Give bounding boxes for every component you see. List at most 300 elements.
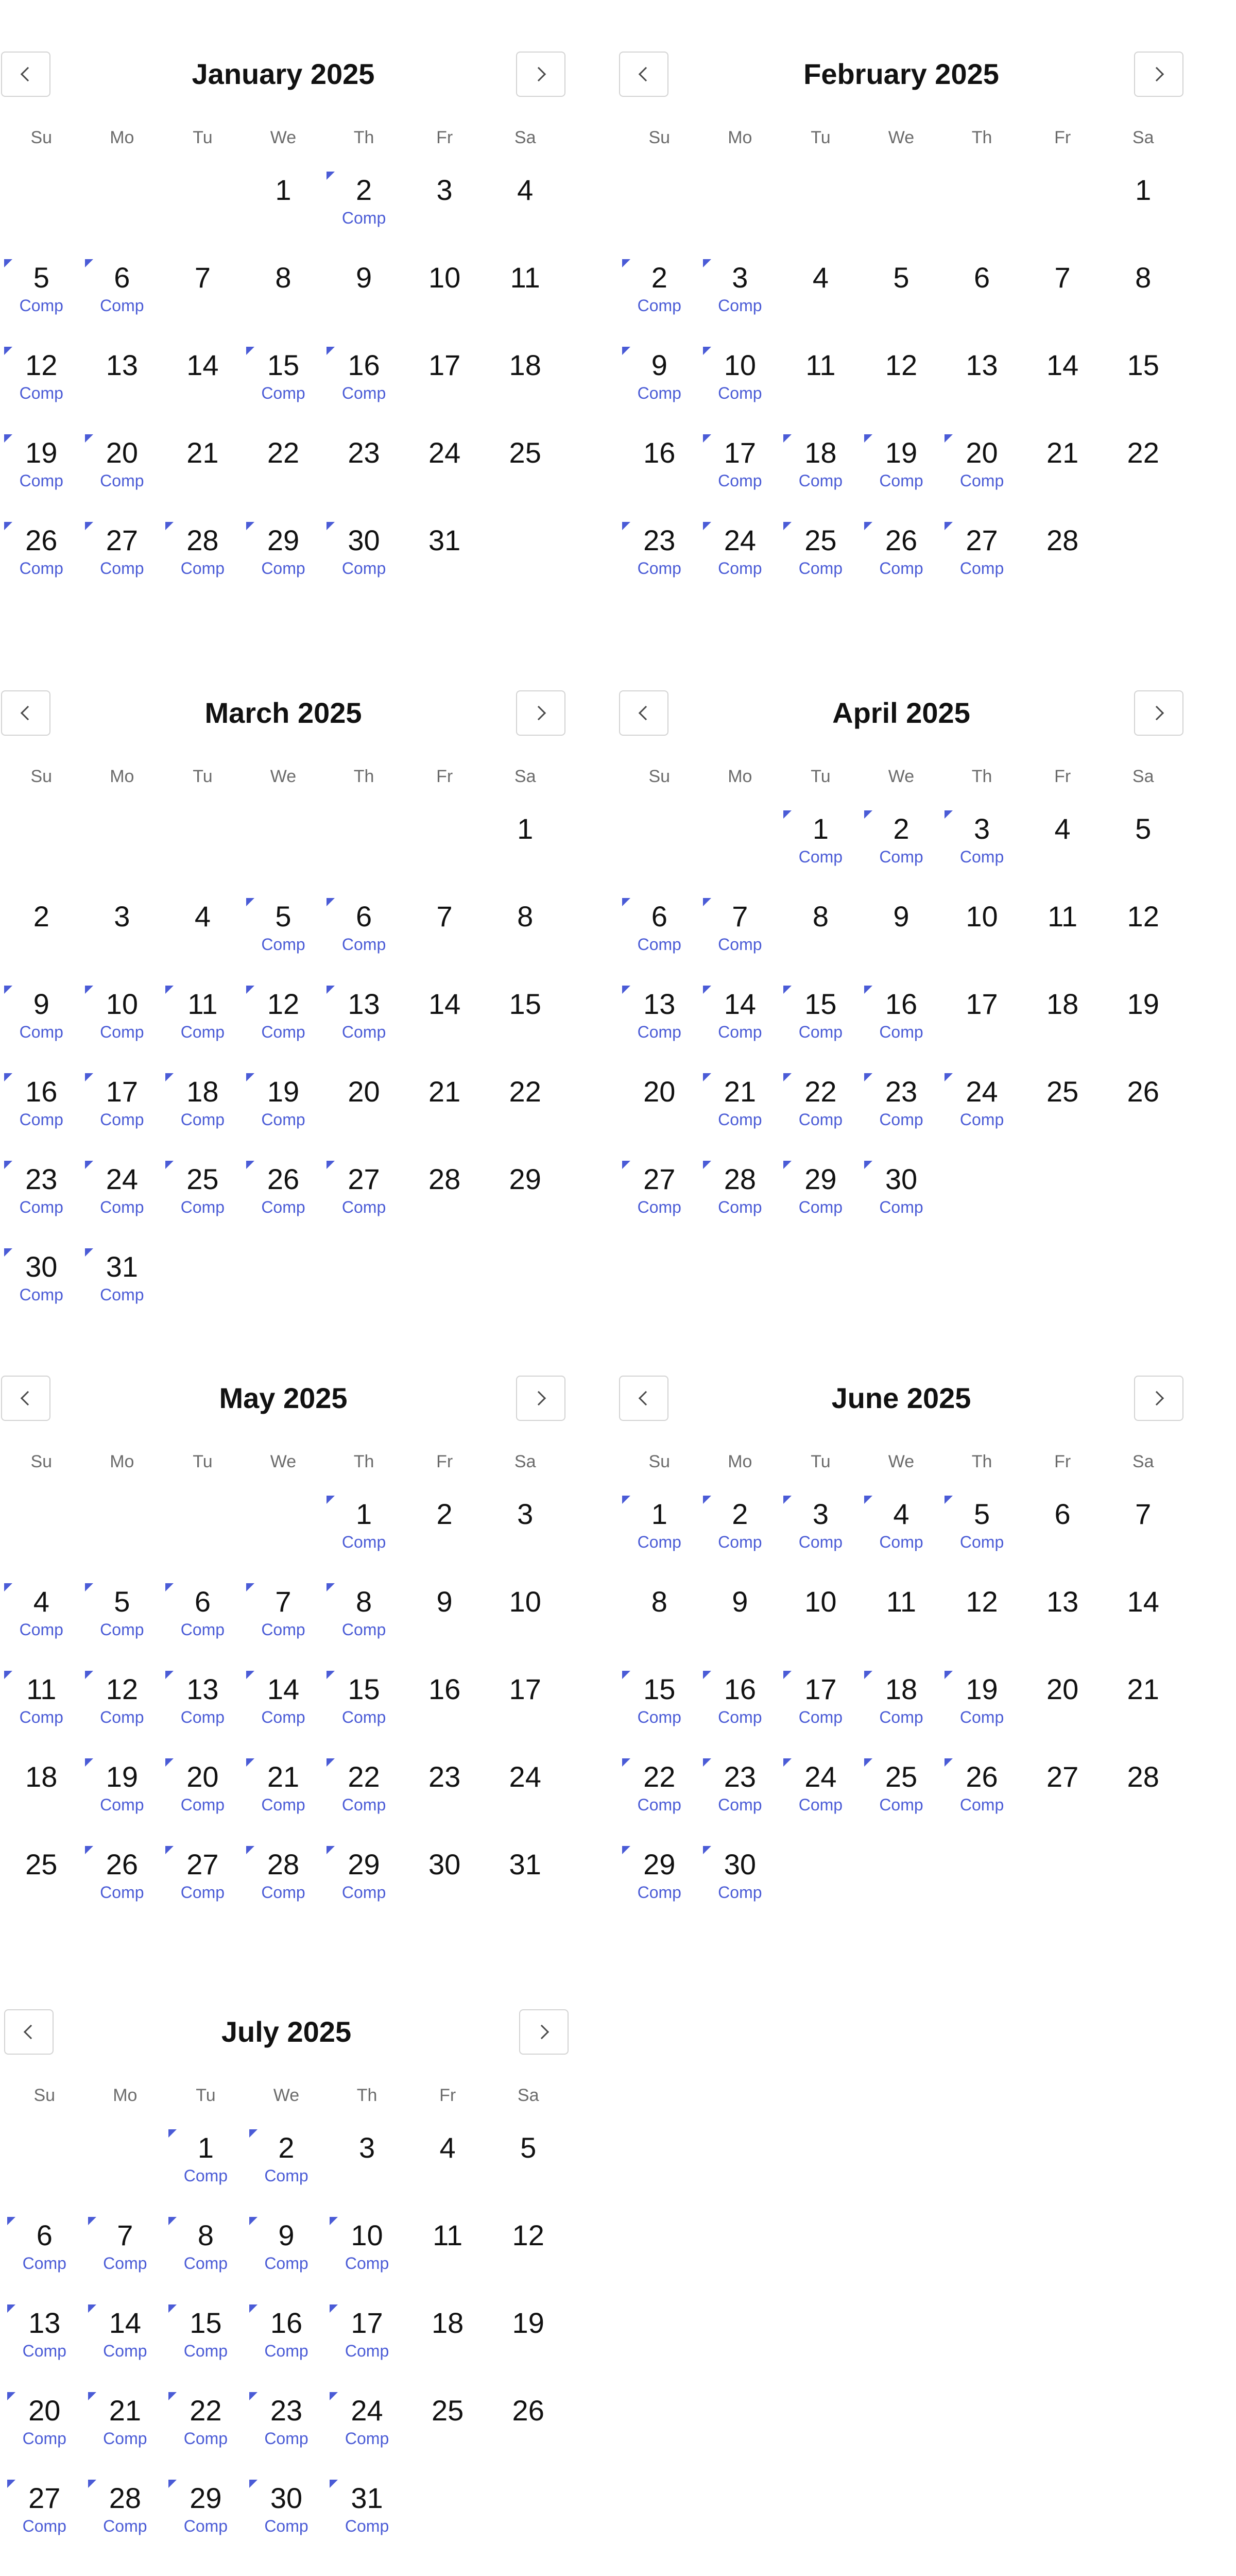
day-cell[interactable]	[861, 1486, 942, 1574]
day-cell[interactable]	[327, 2120, 407, 2208]
day-cell[interactable]	[700, 1749, 781, 1837]
day-cell[interactable]	[1103, 1662, 1183, 1749]
day-cell[interactable]	[4, 2470, 85, 2558]
prev-month-button[interactable]	[619, 690, 668, 736]
day-cell[interactable]	[861, 250, 942, 337]
comp-label: Comp	[341, 209, 386, 227]
day-cell[interactable]	[1, 976, 82, 1064]
next-month-button[interactable]	[516, 52, 565, 97]
day-cell[interactable]	[407, 2208, 488, 2295]
comp-label: Comp	[22, 2342, 66, 2360]
weekday-label: Fr	[1054, 1452, 1071, 1471]
day-cell[interactable]	[323, 425, 404, 513]
day-cell[interactable]	[1022, 1749, 1103, 1837]
day-cell[interactable]	[404, 1486, 485, 1574]
day-cell[interactable]	[246, 2470, 327, 2558]
day-cell[interactable]	[619, 513, 700, 600]
flag-corner-icon	[622, 1846, 630, 1854]
day-number: 11	[433, 2219, 463, 2251]
day-cell[interactable]	[82, 1574, 163, 1662]
day-cell[interactable]	[1103, 1749, 1183, 1837]
day-cell[interactable]	[323, 1662, 404, 1749]
day-cell[interactable]	[404, 1574, 485, 1662]
day-cell[interactable]	[404, 425, 485, 513]
day-cell[interactable]	[1, 513, 82, 600]
day-cell[interactable]	[165, 2383, 246, 2470]
day-number: 3	[436, 174, 453, 206]
comp-label: Comp	[879, 1110, 923, 1129]
day-cell[interactable]	[246, 2383, 327, 2470]
day-cell[interactable]	[485, 162, 565, 250]
day-cell[interactable]	[780, 513, 861, 600]
day-cell[interactable]	[4, 2208, 85, 2295]
day-cell[interactable]	[700, 889, 781, 976]
day-cell[interactable]	[1022, 1064, 1103, 1151]
day-cell[interactable]	[1022, 425, 1103, 513]
day-cell[interactable]	[780, 1574, 861, 1662]
day-number: 8	[197, 2219, 214, 2251]
comp-label: Comp	[19, 1198, 63, 1216]
day-cell[interactable]	[485, 1151, 565, 1239]
day-number: 25	[804, 524, 837, 556]
day-cell[interactable]	[780, 1749, 861, 1837]
day-cell[interactable]	[485, 1837, 565, 1924]
day-cell[interactable]	[941, 1486, 1022, 1574]
day-cell[interactable]	[1022, 1486, 1103, 1574]
day-cell[interactable]	[861, 1151, 942, 1239]
day-cell[interactable]	[861, 337, 942, 425]
day-cell[interactable]	[1103, 162, 1183, 250]
day-cell[interactable]	[780, 425, 861, 513]
flag-corner-icon	[783, 810, 792, 819]
day-cell[interactable]	[941, 250, 1022, 337]
day-cell[interactable]	[1022, 889, 1103, 976]
day-cell[interactable]	[485, 1662, 565, 1749]
day-cell[interactable]	[327, 2383, 407, 2470]
flag-corner-icon	[330, 2304, 338, 2313]
day-cell[interactable]	[619, 976, 700, 1064]
day-cell[interactable]	[861, 1064, 942, 1151]
day-cell[interactable]	[162, 1662, 243, 1749]
day-cell[interactable]	[243, 1749, 324, 1837]
day-cell[interactable]	[861, 1574, 942, 1662]
day-number: 4	[893, 1498, 909, 1530]
day-cell[interactable]	[162, 337, 243, 425]
day-cell[interactable]	[4, 2295, 85, 2383]
day-cell[interactable]	[619, 250, 700, 337]
day-cell[interactable]	[165, 2470, 246, 2558]
day-cell[interactable]	[4, 2383, 85, 2470]
day-cell[interactable]	[243, 513, 324, 600]
day-cell[interactable]	[488, 2120, 569, 2208]
weekday-label: Sa	[517, 2086, 539, 2105]
day-cell[interactable]	[941, 1662, 1022, 1749]
day-cell[interactable]	[941, 337, 1022, 425]
day-cell[interactable]	[619, 1662, 700, 1749]
day-cell[interactable]	[243, 1837, 324, 1924]
day-cell[interactable]	[1, 1837, 82, 1924]
day-cell[interactable]	[485, 976, 565, 1064]
day-number: 30	[270, 2482, 303, 2514]
day-cell[interactable]	[780, 801, 861, 889]
prev-month-button[interactable]	[1, 1376, 50, 1421]
day-cell[interactable]	[162, 425, 243, 513]
day-number: 22	[643, 1760, 676, 1793]
day-cell[interactable]	[780, 976, 861, 1064]
day-cell[interactable]	[941, 1064, 1022, 1151]
day-number: 4	[1054, 812, 1071, 845]
next-month-button[interactable]	[516, 1376, 565, 1421]
prev-month-button[interactable]	[1, 690, 50, 736]
day-cell[interactable]	[861, 1749, 942, 1837]
day-cell[interactable]	[700, 1151, 781, 1239]
day-cell[interactable]	[941, 801, 1022, 889]
comp-label: Comp	[798, 471, 843, 490]
day-cell[interactable]	[162, 1749, 243, 1837]
prev-month-button[interactable]	[619, 1376, 668, 1421]
day-cell[interactable]	[323, 162, 404, 250]
day-cell[interactable]	[162, 976, 243, 1064]
day-number: 24	[509, 1760, 541, 1793]
day-cell[interactable]	[700, 976, 781, 1064]
day-cell[interactable]	[323, 1749, 404, 1837]
day-cell[interactable]	[404, 1151, 485, 1239]
day-cell[interactable]	[404, 513, 485, 600]
day-number: 18	[804, 436, 837, 469]
day-cell[interactable]	[700, 337, 781, 425]
day-cell[interactable]	[162, 250, 243, 337]
day-cell[interactable]	[488, 2383, 569, 2470]
day-cell[interactable]	[82, 425, 163, 513]
day-number: 7	[732, 900, 748, 933]
day-cell[interactable]	[619, 1837, 700, 1924]
day-cell[interactable]	[162, 1837, 243, 1924]
day-cell[interactable]	[404, 1837, 485, 1924]
day-cell[interactable]	[243, 1662, 324, 1749]
day-cell[interactable]	[404, 976, 485, 1064]
prev-month-button[interactable]	[619, 52, 668, 97]
day-cell[interactable]	[485, 1574, 565, 1662]
day-cell[interactable]	[165, 2120, 246, 2208]
day-cell[interactable]	[485, 337, 565, 425]
day-number: 16	[270, 2307, 303, 2339]
flag-corner-icon	[168, 2392, 177, 2400]
day-number: 11	[886, 1585, 917, 1618]
next-month-button[interactable]	[516, 690, 565, 736]
day-cell[interactable]	[485, 250, 565, 337]
day-cell[interactable]	[1, 1064, 82, 1151]
day-cell[interactable]	[246, 2120, 327, 2208]
day-cell[interactable]	[82, 1837, 163, 1924]
day-cell[interactable]	[1022, 250, 1103, 337]
day-cell[interactable]	[404, 250, 485, 337]
day-cell[interactable]	[861, 976, 942, 1064]
day-number: 6	[973, 261, 990, 294]
day-cell[interactable]	[1103, 250, 1183, 337]
day-number: 23	[643, 524, 676, 556]
day-cell[interactable]	[85, 2383, 166, 2470]
day-number: 10	[509, 1585, 541, 1618]
day-cell[interactable]	[1, 1574, 82, 1662]
day-cell[interactable]	[700, 1574, 781, 1662]
day-number: 13	[348, 988, 380, 1020]
day-cell[interactable]	[323, 1486, 404, 1574]
day-cell[interactable]	[1, 1239, 82, 1327]
day-cell[interactable]	[485, 425, 565, 513]
day-cell[interactable]	[82, 1239, 163, 1327]
day-cell[interactable]	[82, 1662, 163, 1749]
day-cell[interactable]	[1103, 425, 1183, 513]
day-cell[interactable]	[243, 1151, 324, 1239]
day-cell[interactable]	[327, 2295, 407, 2383]
empty-cell	[780, 162, 861, 250]
day-cell[interactable]	[619, 1574, 700, 1662]
day-cell[interactable]	[619, 1151, 700, 1239]
next-month-button[interactable]	[1134, 1376, 1183, 1421]
day-cell[interactable]	[162, 1574, 243, 1662]
day-cell[interactable]	[861, 889, 942, 976]
day-number: 10	[351, 2219, 383, 2251]
day-cell[interactable]	[485, 1749, 565, 1837]
day-number: 27	[106, 524, 138, 556]
day-cell[interactable]	[243, 889, 324, 976]
day-cell[interactable]	[700, 1064, 781, 1151]
day-cell[interactable]	[780, 1151, 861, 1239]
day-number: 8	[651, 1585, 667, 1618]
day-cell[interactable]	[404, 1064, 485, 1151]
day-cell[interactable]	[162, 889, 243, 976]
day-cell[interactable]	[1103, 337, 1183, 425]
comp-label: Comp	[100, 296, 144, 315]
weekday-label: Mo	[110, 767, 134, 786]
day-cell[interactable]	[243, 250, 324, 337]
day-grid	[619, 162, 1183, 600]
day-grid	[1, 1486, 565, 1924]
day-cell[interactable]	[488, 2295, 569, 2383]
day-number: 24	[804, 1760, 837, 1793]
day-cell[interactable]	[85, 2295, 166, 2383]
month-title: March 2025	[204, 697, 362, 729]
day-number: 26	[25, 524, 58, 556]
day-cell[interactable]	[1022, 513, 1103, 600]
day-cell[interactable]	[404, 162, 485, 250]
day-cell[interactable]	[1, 1662, 82, 1749]
comp-label: Comp	[261, 559, 305, 578]
day-cell[interactable]	[1022, 801, 1103, 889]
weekday-label: We	[270, 767, 297, 786]
next-month-button[interactable]	[519, 2009, 569, 2055]
comp-label: Comp	[19, 384, 63, 402]
day-cell[interactable]	[1, 337, 82, 425]
day-cell[interactable]	[243, 425, 324, 513]
day-cell[interactable]	[941, 889, 1022, 976]
day-cell[interactable]	[1, 250, 82, 337]
comp-label: Comp	[100, 1110, 144, 1129]
day-cell[interactable]	[619, 1486, 700, 1574]
comp-label: Comp	[22, 2429, 66, 2448]
day-cell[interactable]	[404, 1662, 485, 1749]
flag-corner-icon	[703, 347, 711, 355]
day-cell[interactable]	[1, 425, 82, 513]
day-cell[interactable]	[323, 1064, 404, 1151]
day-cell[interactable]	[323, 976, 404, 1064]
day-cell[interactable]	[1103, 1486, 1183, 1574]
day-cell[interactable]	[1, 1749, 82, 1837]
day-cell[interactable]	[485, 1486, 565, 1574]
day-cell[interactable]	[165, 2295, 246, 2383]
day-cell[interactable]	[485, 801, 565, 889]
day-number: 3	[517, 1498, 534, 1530]
day-number: 28	[186, 524, 219, 556]
day-cell[interactable]	[323, 1151, 404, 1239]
day-cell[interactable]	[488, 2208, 569, 2295]
day-cell[interactable]	[85, 2470, 166, 2558]
day-cell[interactable]	[780, 889, 861, 976]
day-cell[interactable]	[327, 2470, 407, 2558]
day-cell[interactable]	[404, 337, 485, 425]
day-cell[interactable]	[323, 1574, 404, 1662]
day-cell[interactable]	[162, 1151, 243, 1239]
comp-label: Comp	[959, 1708, 1004, 1726]
day-cell[interactable]	[780, 1662, 861, 1749]
prev-month-button[interactable]	[4, 2009, 54, 2055]
weekday-label: Tu	[193, 1452, 213, 1471]
day-cell[interactable]	[162, 513, 243, 600]
day-cell[interactable]	[85, 2208, 166, 2295]
day-cell[interactable]	[1022, 337, 1103, 425]
day-cell[interactable]	[1022, 1574, 1103, 1662]
day-cell[interactable]	[404, 889, 485, 976]
day-number: 19	[885, 436, 918, 469]
month-title: May 2025	[219, 1382, 348, 1414]
day-number: 29	[348, 1848, 380, 1880]
day-cell[interactable]	[1103, 1574, 1183, 1662]
day-cell[interactable]	[619, 1749, 700, 1837]
day-cell[interactable]	[485, 889, 565, 976]
day-cell[interactable]	[619, 425, 700, 513]
day-cell[interactable]	[404, 1749, 485, 1837]
day-cell[interactable]	[82, 250, 163, 337]
day-cell[interactable]	[780, 337, 861, 425]
day-cell[interactable]	[700, 1837, 781, 1924]
flag-corner-icon	[4, 347, 12, 355]
day-cell[interactable]	[82, 513, 163, 600]
day-cell[interactable]	[619, 1064, 700, 1151]
day-cell[interactable]	[82, 1151, 163, 1239]
flag-corner-icon	[246, 1583, 254, 1591]
day-cell[interactable]	[619, 337, 700, 425]
day-number: 22	[1127, 436, 1159, 469]
day-cell[interactable]	[82, 1749, 163, 1837]
weekday-label: Mo	[113, 2086, 138, 2105]
day-cell[interactable]	[1022, 976, 1103, 1064]
chevron-left-icon	[21, 706, 35, 720]
day-cell[interactable]	[1103, 976, 1183, 1064]
comp-label: Comp	[718, 935, 762, 954]
flag-corner-icon	[783, 1161, 792, 1169]
day-cell[interactable]	[165, 2208, 246, 2295]
day-number: 16	[428, 1673, 461, 1705]
day-cell[interactable]	[861, 1662, 942, 1749]
day-cell[interactable]	[243, 1064, 324, 1151]
comp-label: Comp	[879, 559, 923, 578]
day-cell[interactable]	[780, 250, 861, 337]
day-cell[interactable]	[861, 425, 942, 513]
next-month-button[interactable]	[1134, 690, 1183, 736]
day-cell[interactable]	[323, 889, 404, 976]
day-cell[interactable]	[941, 425, 1022, 513]
day-cell[interactable]	[246, 2208, 327, 2295]
day-cell[interactable]	[323, 250, 404, 337]
comp-label: Comp	[19, 296, 63, 315]
day-cell[interactable]	[780, 1486, 861, 1574]
day-cell[interactable]	[162, 1064, 243, 1151]
day-cell[interactable]	[243, 976, 324, 1064]
day-cell[interactable]	[861, 801, 942, 889]
empty-cell	[700, 162, 781, 250]
day-number: 17	[351, 2307, 383, 2339]
day-cell[interactable]	[1, 1151, 82, 1239]
day-cell[interactable]	[82, 976, 163, 1064]
day-cell[interactable]	[700, 1662, 781, 1749]
prev-month-button[interactable]	[1, 52, 50, 97]
day-cell[interactable]	[700, 425, 781, 513]
day-cell[interactable]	[1103, 801, 1183, 889]
day-cell[interactable]	[941, 1574, 1022, 1662]
day-cell[interactable]	[82, 1064, 163, 1151]
next-month-button[interactable]	[1134, 52, 1183, 97]
empty-cell	[85, 2120, 166, 2208]
day-cell[interactable]	[700, 513, 781, 600]
day-cell[interactable]	[243, 162, 324, 250]
day-number: 21	[109, 2394, 141, 2427]
flag-corner-icon	[249, 2129, 258, 2138]
day-cell[interactable]	[1022, 1662, 1103, 1749]
day-cell[interactable]	[82, 889, 163, 976]
day-number: 2	[33, 900, 49, 933]
day-number: 14	[1046, 349, 1079, 381]
day-cell[interactable]	[323, 1837, 404, 1924]
day-cell[interactable]	[780, 1064, 861, 1151]
comp-label: Comp	[879, 848, 923, 866]
day-cell[interactable]	[327, 2208, 407, 2295]
day-cell[interactable]	[941, 1749, 1022, 1837]
day-cell[interactable]	[700, 1486, 781, 1574]
comp-label: Comp	[183, 2342, 228, 2360]
day-cell[interactable]	[82, 337, 163, 425]
day-cell[interactable]	[323, 337, 404, 425]
day-cell[interactable]	[246, 2295, 327, 2383]
day-cell[interactable]	[861, 513, 942, 600]
day-cell[interactable]	[1103, 889, 1183, 976]
day-cell[interactable]	[485, 1064, 565, 1151]
empty-cell	[861, 162, 942, 250]
day-cell[interactable]	[1103, 1064, 1183, 1151]
day-cell[interactable]	[323, 513, 404, 600]
day-number: 27	[966, 524, 998, 556]
day-cell[interactable]	[243, 337, 324, 425]
day-cell[interactable]	[407, 2295, 488, 2383]
day-cell[interactable]	[700, 250, 781, 337]
day-cell[interactable]	[243, 1574, 324, 1662]
day-cell[interactable]	[619, 889, 700, 976]
day-cell[interactable]	[1, 889, 82, 976]
day-cell[interactable]	[941, 976, 1022, 1064]
day-cell[interactable]	[407, 2383, 488, 2470]
day-cell[interactable]	[941, 513, 1022, 600]
day-cell[interactable]	[407, 2120, 488, 2208]
flag-corner-icon	[246, 986, 254, 994]
